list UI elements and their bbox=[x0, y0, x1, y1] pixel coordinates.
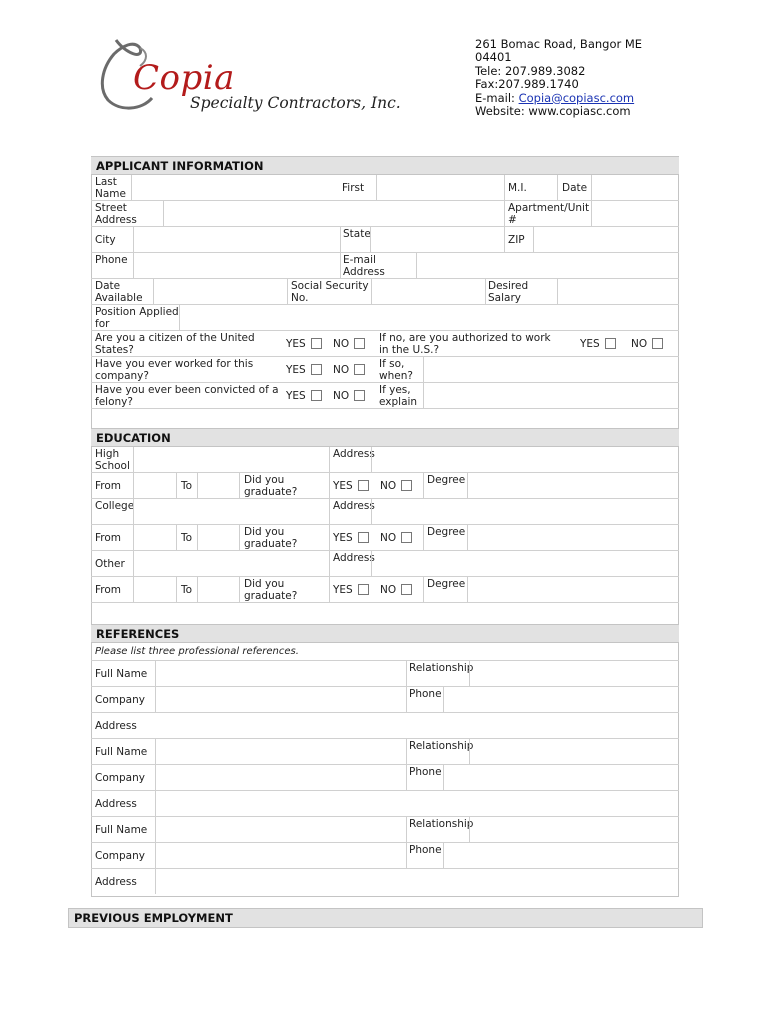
if-so-label: If so, when? bbox=[379, 358, 413, 382]
hs-address-divider bbox=[329, 447, 330, 472]
ref2-name-label: Full Name bbox=[95, 746, 148, 758]
college-yes: YES bbox=[333, 532, 369, 544]
high-school-label: High School bbox=[95, 448, 130, 472]
ref1-company-label: Company bbox=[95, 694, 145, 706]
date-field[interactable] bbox=[591, 175, 679, 200]
state-divider bbox=[340, 227, 341, 252]
ref3-company-label: Company bbox=[95, 850, 145, 862]
company-logo bbox=[96, 36, 401, 122]
worked-label: Have you ever worked for this company? bbox=[95, 358, 254, 382]
website: Website: www.copiasc.com bbox=[475, 104, 631, 119]
state-field[interactable] bbox=[370, 227, 504, 252]
address-line2: 04401 bbox=[475, 50, 512, 65]
college-no: NO bbox=[380, 532, 412, 544]
date-divider bbox=[557, 175, 558, 200]
other-yes: YES bbox=[333, 584, 369, 596]
ref1-phone-field[interactable] bbox=[443, 687, 679, 712]
ref1-company-field[interactable] bbox=[155, 687, 406, 712]
contact-block bbox=[475, 38, 642, 118]
other-yes-divider bbox=[329, 577, 330, 602]
ref3-name-field[interactable] bbox=[155, 817, 406, 842]
ref2-relationship-field[interactable] bbox=[469, 739, 679, 764]
felony-yes: YES bbox=[286, 390, 322, 402]
ref2-phone-label: Phone bbox=[409, 766, 442, 778]
ref1-rel-divider bbox=[406, 661, 407, 686]
applicant-heading: APPLICANT INFORMATION bbox=[91, 156, 679, 175]
ref1-phone-label: Phone bbox=[409, 688, 442, 700]
hs-no: NO bbox=[380, 480, 412, 492]
fax: Fax:207.989.1740 bbox=[475, 77, 579, 92]
last-name-label: Last Name bbox=[95, 176, 126, 200]
college-degree-label: Degree bbox=[427, 526, 466, 538]
row-college-dates bbox=[91, 525, 679, 551]
hs-yes: YES bbox=[333, 480, 369, 492]
other-from-label: From bbox=[95, 584, 122, 596]
worked-yes-checkbox[interactable] bbox=[311, 364, 322, 375]
row-hs-dates bbox=[91, 473, 679, 499]
other-no: NO bbox=[380, 584, 412, 596]
street-field[interactable] bbox=[163, 201, 504, 226]
ref1-relationship-label: Relationship bbox=[409, 662, 474, 674]
hs-no-checkbox[interactable] bbox=[401, 480, 412, 491]
row-position bbox=[91, 305, 679, 331]
hs-degree-label: Degree bbox=[427, 474, 466, 486]
row-name bbox=[91, 175, 679, 201]
college-from-field[interactable] bbox=[133, 525, 176, 550]
apartment-label: Apartment/Unit # bbox=[508, 202, 590, 226]
college-grad-divider bbox=[239, 525, 240, 550]
apartment-field[interactable] bbox=[591, 201, 679, 226]
college-yes-checkbox[interactable] bbox=[358, 532, 369, 543]
hs-grad-divider bbox=[239, 473, 240, 498]
zip-label: ZIP bbox=[508, 234, 525, 246]
references-section bbox=[91, 624, 679, 895]
citizen-no: NO bbox=[333, 338, 365, 350]
city-field[interactable] bbox=[133, 227, 340, 252]
other-grad-divider bbox=[239, 577, 240, 602]
date-available-label: Date Available bbox=[95, 280, 143, 304]
authorized-no: NO bbox=[631, 338, 663, 350]
if-yes-field[interactable] bbox=[423, 383, 679, 408]
street-label: Street Address bbox=[95, 202, 137, 226]
college-address-label: Address bbox=[333, 500, 375, 512]
first-label: First bbox=[342, 182, 365, 194]
ref2-address-label: Address bbox=[95, 798, 137, 810]
other-to-divider bbox=[176, 577, 177, 602]
ref3-company-field[interactable] bbox=[155, 843, 406, 868]
ref3-name-label: Full Name bbox=[95, 824, 148, 836]
ref3-phone-field[interactable] bbox=[443, 843, 679, 868]
ref1-address-row bbox=[91, 713, 679, 739]
ref1-name-label: Full Name bbox=[95, 668, 148, 680]
citizen-label: Are you a citizen of the United States? bbox=[95, 332, 255, 356]
if-so-field[interactable] bbox=[423, 357, 679, 382]
citizen-yes-checkbox[interactable] bbox=[311, 338, 322, 349]
ref1-address-label: Address bbox=[95, 720, 137, 732]
ref3-phone-divider bbox=[406, 843, 407, 868]
worked-no-checkbox[interactable] bbox=[354, 364, 365, 375]
college-to-divider bbox=[176, 525, 177, 550]
felony-no-checkbox[interactable] bbox=[354, 390, 365, 401]
email-link[interactable]: Copia@copiasc.com bbox=[518, 90, 635, 105]
authorized-label: If no, are you authorized to work in the U.S.? bbox=[379, 332, 551, 356]
college-degree-field[interactable] bbox=[467, 525, 679, 550]
college-address-field[interactable] bbox=[371, 499, 679, 524]
address-line1: 261 Bomac Road, Bangor ME bbox=[475, 37, 643, 51]
logo-company-sub: Specialty Contractors, Inc. bbox=[190, 94, 401, 112]
authorized-no-checkbox[interactable] bbox=[652, 338, 663, 349]
hs-yes-divider bbox=[329, 473, 330, 498]
college-to-field[interactable] bbox=[197, 525, 239, 550]
previous-employment-heading: PREVIOUS EMPLOYMENT bbox=[68, 908, 703, 928]
ref1-phone-divider bbox=[406, 687, 407, 712]
row-college bbox=[91, 499, 679, 525]
ssn-divider bbox=[287, 279, 288, 304]
authorized-yes-checkbox[interactable] bbox=[605, 338, 616, 349]
email-line: E-mail: Copia@copiasc.com bbox=[475, 90, 635, 105]
date-available-field[interactable] bbox=[153, 279, 287, 304]
row-high-school bbox=[91, 447, 679, 473]
hs-to-divider bbox=[176, 473, 177, 498]
high-school-field[interactable] bbox=[133, 447, 329, 472]
hs-to-field[interactable] bbox=[197, 473, 239, 498]
first-field[interactable] bbox=[376, 175, 504, 200]
ref1-address-field[interactable] bbox=[155, 713, 679, 738]
hs-from-label: From bbox=[95, 480, 122, 492]
other-to-field[interactable] bbox=[197, 577, 239, 602]
felony-yes-checkbox[interactable] bbox=[311, 390, 322, 401]
row-phone bbox=[91, 253, 679, 279]
college-from-label: From bbox=[95, 532, 122, 544]
citizen-no-checkbox[interactable] bbox=[354, 338, 365, 349]
other-from-field[interactable] bbox=[133, 577, 176, 602]
ssn-field[interactable] bbox=[371, 279, 485, 304]
desired-salary-label: Desired Salary bbox=[488, 280, 529, 304]
other-field[interactable] bbox=[133, 551, 329, 576]
other-address-divider bbox=[329, 551, 330, 576]
other-degree-divider bbox=[423, 577, 424, 602]
other-no-checkbox[interactable] bbox=[401, 584, 412, 595]
ref3-address-label: Address bbox=[95, 876, 137, 888]
ref3-relationship-label: Relationship bbox=[409, 818, 474, 830]
authorized-yes: YES bbox=[580, 338, 616, 350]
row-worked bbox=[91, 357, 679, 383]
ref3-address-field[interactable] bbox=[155, 869, 679, 894]
zip-divider bbox=[504, 227, 505, 252]
ref3-name-row bbox=[91, 817, 679, 843]
ref2-company-row bbox=[91, 765, 679, 791]
phone-label: Phone bbox=[95, 254, 128, 266]
hs-yes-checkbox[interactable] bbox=[358, 480, 369, 491]
ref3-rel-divider bbox=[406, 817, 407, 842]
hs-degree-field[interactable] bbox=[467, 473, 679, 498]
hs-from-field[interactable] bbox=[133, 473, 176, 498]
other-label: Other bbox=[95, 558, 125, 570]
ref3-phone-label: Phone bbox=[409, 844, 442, 856]
other-degree-field[interactable] bbox=[467, 577, 679, 602]
worked-no: NO bbox=[333, 364, 365, 376]
ref2-rel-divider bbox=[406, 739, 407, 764]
logo-company-short: Copia bbox=[133, 58, 235, 98]
felony-no: NO bbox=[333, 390, 365, 402]
references-subtitle: Please list three professional references. bbox=[95, 646, 299, 657]
other-to-label: To bbox=[181, 584, 193, 596]
ref2-company-label: Company bbox=[95, 772, 145, 784]
ref2-phone-divider bbox=[406, 765, 407, 790]
date-label: Date bbox=[562, 182, 588, 194]
citizen-yes: YES bbox=[286, 338, 322, 350]
references-heading: REFERENCES bbox=[91, 624, 679, 643]
position-label: Position Applied for bbox=[95, 306, 179, 330]
college-to-label: To bbox=[181, 532, 193, 544]
row-felony bbox=[91, 383, 679, 409]
row-city bbox=[91, 227, 679, 253]
email-label: E-mail Address bbox=[343, 254, 385, 278]
education-heading: EDUCATION bbox=[91, 428, 679, 447]
salary-divider bbox=[485, 279, 486, 304]
college-address-divider bbox=[329, 499, 330, 524]
hs-address-field[interactable] bbox=[371, 447, 679, 472]
applicant-section bbox=[91, 156, 679, 409]
worked-yes: YES bbox=[286, 364, 322, 376]
position-field[interactable] bbox=[179, 305, 679, 330]
mi-divider bbox=[504, 175, 505, 200]
college-no-checkbox[interactable] bbox=[401, 532, 412, 543]
college-yes-divider bbox=[329, 525, 330, 550]
ref3-relationship-field[interactable] bbox=[469, 817, 679, 842]
row-date-available bbox=[91, 279, 679, 305]
ssn-label: Social Security No. bbox=[291, 280, 369, 304]
ref2-phone-field[interactable] bbox=[443, 765, 679, 790]
ref2-address-row bbox=[91, 791, 679, 817]
ref2-address-field[interactable] bbox=[155, 791, 679, 816]
ref2-name-row bbox=[91, 739, 679, 765]
hs-to-label: To bbox=[181, 480, 193, 492]
hs-graduate-label: Did you graduate? bbox=[244, 474, 298, 498]
zip-field[interactable] bbox=[533, 227, 679, 252]
hs-address-label: Address bbox=[333, 448, 375, 460]
felony-label: Have you ever been convicted of a felony? bbox=[95, 384, 279, 408]
apt-divider bbox=[504, 201, 505, 226]
phone-field[interactable] bbox=[133, 253, 340, 278]
row-street bbox=[91, 201, 679, 227]
row-other bbox=[91, 551, 679, 577]
mi-label: M.I. bbox=[508, 182, 527, 194]
college-field[interactable] bbox=[133, 499, 329, 524]
ref1-company-row bbox=[91, 687, 679, 713]
email-field[interactable] bbox=[416, 253, 679, 278]
state-label: State bbox=[343, 228, 371, 240]
ref1-name-row bbox=[91, 661, 679, 687]
city-label: City bbox=[95, 234, 116, 246]
row-other-dates bbox=[91, 577, 679, 603]
tel: Tele: 207.989.3082 bbox=[475, 63, 586, 78]
other-graduate-label: Did you graduate? bbox=[244, 578, 298, 602]
other-address-field[interactable] bbox=[371, 551, 679, 576]
if-yes-label: If yes, explain bbox=[379, 384, 418, 408]
college-label: College bbox=[95, 500, 135, 512]
ref2-relationship-label: Relationship bbox=[409, 740, 474, 752]
ref3-company-row bbox=[91, 843, 679, 869]
row-citizen bbox=[91, 331, 679, 357]
hs-degree-divider bbox=[423, 473, 424, 498]
ref1-name-field[interactable] bbox=[155, 661, 406, 686]
email-divider bbox=[340, 253, 341, 278]
ref2-company-field[interactable] bbox=[155, 765, 406, 790]
references-subtitle-row bbox=[91, 643, 679, 661]
ref2-name-field[interactable] bbox=[155, 739, 406, 764]
other-address-label: Address bbox=[333, 552, 375, 564]
ref1-relationship-field[interactable] bbox=[469, 661, 679, 686]
college-graduate-label: Did you graduate? bbox=[244, 526, 298, 550]
other-yes-checkbox[interactable] bbox=[358, 584, 369, 595]
education-section bbox=[91, 428, 679, 603]
desired-salary-field[interactable] bbox=[557, 279, 679, 304]
ref3-address-row bbox=[91, 869, 679, 895]
college-degree-divider bbox=[423, 525, 424, 550]
other-degree-label: Degree bbox=[427, 578, 466, 590]
